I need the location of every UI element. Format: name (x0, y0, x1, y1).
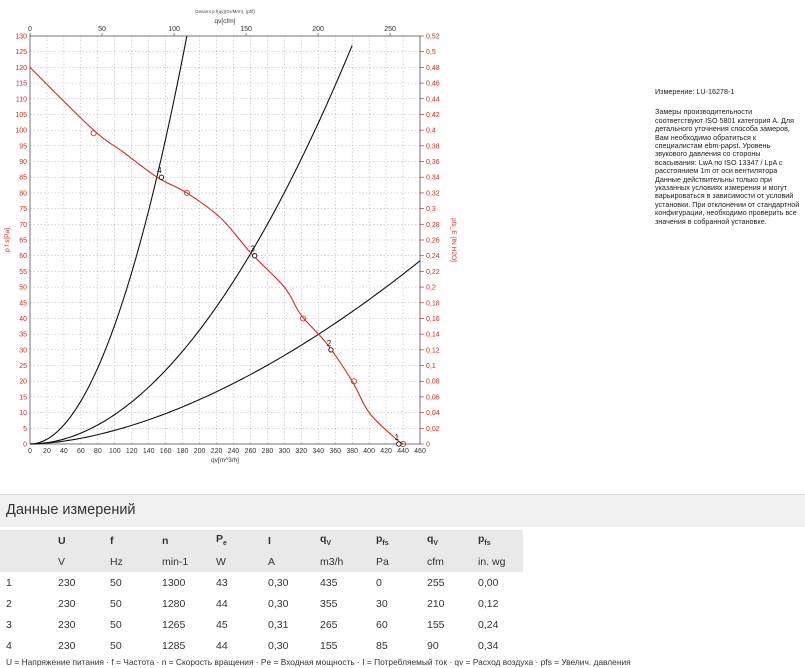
operating-point (252, 253, 256, 257)
table-cell: 265 (314, 614, 370, 635)
system-curve (30, 261, 420, 444)
header-cell (0, 530, 52, 551)
chart-axes (30, 33, 424, 444)
x-tick-label: 60 (76, 448, 85, 455)
y-tick-label: 55 (19, 268, 27, 276)
table-cell: 90 (421, 635, 472, 656)
chart-curves (30, 36, 420, 447)
operating-point (329, 348, 333, 352)
unit-cell: W (210, 551, 262, 572)
plot-frame (30, 36, 420, 444)
y-tick-label: 125 (15, 49, 27, 57)
y-right-tick-label: 0,48 (426, 64, 440, 72)
table-cell: 0,31 (262, 614, 314, 635)
y-tick-label: 25 (19, 363, 27, 371)
x-tick-label: 360 (329, 448, 342, 455)
y-tick-label: 50 (19, 284, 27, 292)
x-tick-label: 380 (346, 448, 359, 455)
unit-cell: cfm (421, 551, 472, 572)
x-tick-label: 100 (108, 448, 121, 455)
header-cell: U (52, 530, 104, 551)
table-cell: 435 (314, 572, 370, 593)
table-footnote: U = Напряжение питания · f = Частота · n = Скорость вращения · Pe = Входная мощность · I = Потребляемый ток · qv = Расход воздуха · pfs = Увелич. давления (6, 657, 631, 667)
x-tick-label: 320 (295, 448, 308, 455)
chart-title: Gesamt p f(qv)(Gr/Mrm), (pf/f) (195, 9, 255, 14)
x-tick-label: 220 (210, 448, 223, 455)
y-tick-label: 5 (23, 425, 27, 433)
y-axis-title: p f s[Pa] (4, 228, 11, 252)
table-cell: 1285 (156, 635, 210, 656)
operating-point-label: 3 (250, 244, 255, 254)
x-top-tick-label: 250 (384, 26, 396, 33)
x-tick-label: 200 (193, 448, 206, 455)
y-right-tick-label: 0,28 (426, 221, 440, 229)
table-cell: 2 (0, 593, 52, 614)
y-tick-label: 30 (19, 347, 27, 355)
x-top-tick-label: 50 (98, 26, 106, 33)
measurement-table (0, 530, 523, 656)
measurement-note: Замеры производительности соответствуют ISO 5801 категория A. Для детального уточнения способа замеров, Вам необходимо обратиться к специалистам ebm-papst. Уровень звукового давления со стороны всасывания: LwA по ISO 13347 / LpA с расстоянием 1m от оси вентилятора Данные действительны только при указанных условиях измерения и могут варьироваться в зависимости от условий установки. При отклонении от стандартной конфигурации, необходимо проверить все значения в собранной установке. (655, 107, 800, 226)
operating-point (397, 442, 401, 446)
x-tick-label: 460 (414, 448, 426, 455)
measurement-data-section (0, 494, 805, 527)
y-tick-label: 90 (19, 159, 27, 167)
unit-cell: Pa (370, 551, 421, 572)
header-cell: $q_V$ (314, 530, 370, 551)
fan-curve-marker (91, 131, 96, 136)
table-cell: 0,34 (472, 635, 523, 656)
table-cell: 230 (52, 593, 104, 614)
y-right-tick-label: 0,52 (426, 33, 440, 41)
table-cell: 50 (104, 614, 156, 635)
y-tick-label: 0 (23, 441, 27, 449)
operating-point-label: 2 (326, 338, 332, 348)
operating-point (159, 175, 163, 179)
header-cell: $P_e$ (210, 530, 262, 551)
measurement-id: Измерение: LU-16278-1 (655, 87, 735, 96)
table-cell: 43 (210, 572, 262, 593)
table-cell: 155 (314, 635, 370, 656)
y-right-tick-label: 0 (426, 441, 430, 449)
y-right-tick-label: 0,22 (426, 268, 440, 276)
table-units-row (0, 551, 523, 572)
y-right-tick-label: 0,42 (426, 111, 440, 119)
y-right-tick-label: 0,16 (426, 315, 440, 323)
y-right-tick-label: 0,24 (426, 253, 440, 261)
unit-cell: in. wg (472, 551, 523, 572)
x-tick-label: 240 (227, 448, 240, 455)
table-cell: 60 (370, 614, 421, 635)
table-cell: 1 (0, 572, 52, 593)
y-tick-label: 105 (15, 111, 27, 119)
table-cell: 44 (210, 593, 262, 614)
table-header-row (0, 530, 523, 551)
table-cell: 30 (370, 593, 421, 614)
table-cell: 255 (421, 572, 472, 593)
y-right-tick-label: 0,44 (426, 96, 440, 104)
x-tick-label: 120 (125, 448, 138, 455)
table-cell: 44 (210, 635, 262, 656)
y-right-axis-title: pfs_E [IN H2O] (450, 218, 457, 262)
unit-cell (0, 551, 52, 572)
table-cell: 0,30 (262, 572, 314, 593)
y-tick-label: 15 (19, 394, 27, 402)
y-right-tick-label: 0,34 (426, 174, 440, 182)
y-right-tick-label: 0,02 (426, 425, 440, 433)
table-cell: 50 (104, 635, 156, 656)
x-top-tick-label: 0 (28, 26, 32, 33)
table-cell: 0,30 (262, 593, 314, 614)
x-tick-label: 300 (278, 448, 291, 455)
table-cell: 1265 (156, 614, 210, 635)
unit-cell: min-1 (156, 551, 210, 572)
x-tick-label: 80 (93, 448, 102, 455)
table-cell: 155 (421, 614, 472, 635)
header-cell: $p_{fs}$ (370, 530, 421, 551)
unit-cell: A (262, 551, 314, 572)
y-right-tick-label: 0,14 (426, 331, 440, 339)
table-cell: 3 (0, 614, 52, 635)
y-tick-label: 35 (19, 331, 27, 339)
y-right-tick-label: 0,18 (426, 300, 440, 308)
x-top-tick-label: 100 (168, 26, 180, 33)
table-cell: 0 (370, 572, 421, 593)
table-cell: 1300 (156, 572, 210, 593)
table-cell: 45 (210, 614, 262, 635)
y-right-tick-label: 0,32 (426, 190, 440, 198)
x-tick-label: 260 (244, 448, 257, 455)
table-cell: 4 (0, 635, 52, 656)
table-cell: 1280 (156, 593, 210, 614)
x-tick-label: 280 (261, 448, 274, 455)
x-tick-label: 0 (28, 448, 32, 455)
y-tick-label: 115 (15, 80, 27, 88)
header-cell: $q_V$ (421, 530, 472, 551)
unit-cell: m3/h (314, 551, 370, 572)
table-cell: 230 (52, 572, 104, 593)
y-tick-label: 95 (19, 143, 27, 151)
y-right-tick-label: 0,3 (426, 206, 436, 214)
x-tick-label: 180 (176, 448, 189, 455)
x-top-tick-label: 200 (312, 26, 324, 33)
table-cell: 355 (314, 593, 370, 614)
y-tick-label: 110 (15, 96, 27, 104)
y-tick-label: 60 (19, 253, 27, 261)
y-tick-label: 120 (15, 64, 27, 72)
system-curve (30, 45, 352, 444)
x-tick-label: 420 (380, 448, 392, 455)
y-right-tick-label: 0,46 (426, 80, 440, 88)
chart-grid (30, 36, 420, 444)
table-row (0, 614, 523, 635)
y-tick-label: 80 (19, 190, 27, 198)
unit-cell: V (52, 551, 104, 572)
y-tick-label: 10 (19, 410, 27, 418)
table-row (0, 635, 523, 656)
y-tick-label: 85 (19, 174, 27, 182)
y-right-tick-label: 0,26 (426, 237, 440, 245)
y-right-tick-label: 0,36 (426, 159, 440, 167)
x-tick-label: 340 (312, 448, 325, 455)
x-tick-label: 400 (363, 448, 375, 455)
y-right-tick-label: 0,1 (426, 363, 436, 371)
table-row (0, 593, 523, 614)
operating-point-label: 4 (157, 166, 162, 176)
x-tick-label: 40 (60, 448, 68, 455)
chart-labels (4, 9, 457, 464)
x-top-axis-title: qv[cfm] (214, 18, 236, 25)
table-cell: 0,00 (472, 572, 523, 593)
y-tick-label: 20 (19, 378, 27, 386)
x-top-tick-label: 150 (240, 26, 252, 33)
section-title: Данные измерений (6, 502, 136, 518)
x-axis-title: qv[m^3/h] (211, 457, 239, 464)
header-cell: $p_{fs}$ (472, 530, 523, 551)
y-right-tick-label: 0,04 (426, 410, 440, 418)
y-right-tick-label: 0,12 (426, 347, 440, 355)
x-tick-label: 160 (159, 448, 172, 455)
y-tick-label: 40 (19, 315, 27, 323)
y-right-tick-label: 0,4 (426, 127, 436, 135)
table-cell: 230 (52, 614, 104, 635)
table-row (0, 572, 523, 593)
y-tick-label: 65 (19, 237, 27, 245)
table-cell: 230 (52, 635, 104, 656)
header-cell: I (262, 530, 314, 551)
y-right-tick-label: 0,08 (426, 378, 440, 386)
unit-cell: Hz (104, 551, 156, 572)
y-right-tick-label: 0,06 (426, 394, 440, 402)
y-tick-label: 100 (15, 127, 27, 135)
table-cell: 210 (421, 593, 472, 614)
table-cell: 0,24 (472, 614, 523, 635)
table-cell: 50 (104, 572, 156, 593)
table-cell: 50 (104, 593, 156, 614)
header-cell: n (156, 530, 210, 551)
measurement-info (655, 88, 800, 226)
header-cell: f (104, 530, 156, 551)
table-cell: 0,30 (262, 635, 314, 656)
y-tick-label: 70 (19, 221, 27, 229)
y-right-tick-label: 0,5 (426, 49, 436, 57)
y-tick-label: 130 (15, 33, 27, 41)
y-right-tick-label: 0,38 (426, 143, 440, 151)
x-tick-label: 140 (142, 448, 155, 455)
table-cell: 85 (370, 635, 421, 656)
y-right-tick-label: 0,2 (426, 284, 436, 292)
x-tick-label: 440 (397, 448, 409, 455)
y-tick-label: 45 (19, 300, 27, 308)
y-tick-label: 75 (19, 206, 27, 214)
x-tick-label: 20 (43, 448, 51, 455)
table-cell: 0,12 (472, 593, 523, 614)
operating-point-label: 1 (394, 433, 400, 442)
